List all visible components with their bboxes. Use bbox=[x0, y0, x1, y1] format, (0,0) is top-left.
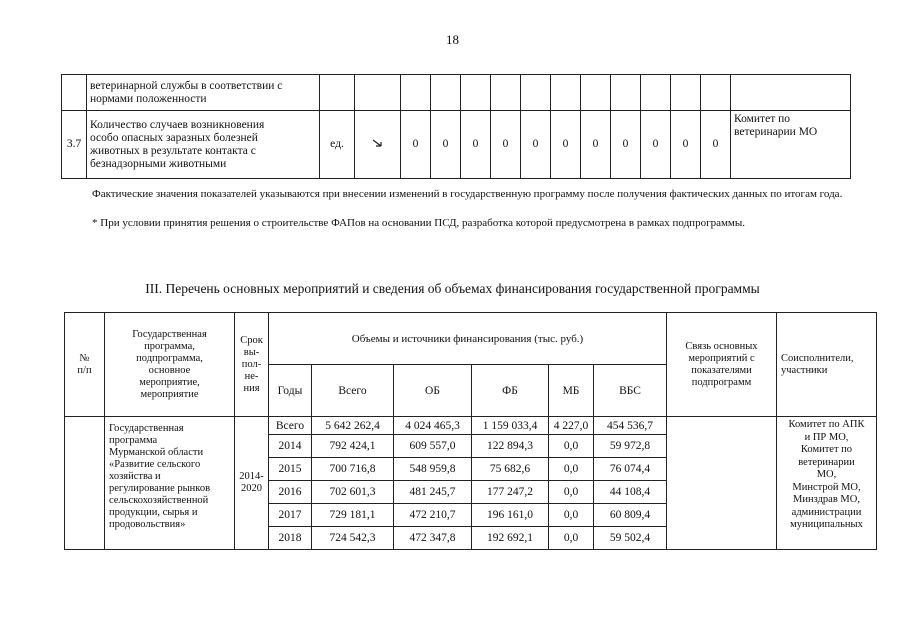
vbs-cell: 60 809,4 bbox=[594, 504, 667, 527]
value-cell: 0 bbox=[641, 111, 671, 179]
mb-cell: 0,0 bbox=[549, 527, 594, 550]
value-cell: 0 bbox=[401, 111, 431, 179]
col-header-ob: ОБ bbox=[394, 365, 472, 417]
col-header-executors: Соисполнители, участники bbox=[777, 313, 877, 417]
col-header-mb: МБ bbox=[549, 365, 594, 417]
fb-cell: 75 682,6 bbox=[472, 458, 549, 481]
value-cell: 0 bbox=[701, 111, 731, 179]
value-cell: 0 bbox=[611, 111, 641, 179]
header-row bbox=[65, 313, 877, 365]
ob-cell: 481 245,7 bbox=[394, 481, 472, 504]
indicator-name-cell: Количество случаев возникновения особо опасных заразных болезней животных в результате контакта с безнадзорными животными bbox=[87, 111, 320, 179]
mb-cell: 0,0 bbox=[549, 481, 594, 504]
value-cell: 0 bbox=[551, 111, 581, 179]
ob-cell: 548 959,8 bbox=[394, 458, 472, 481]
total-cell: 729 181,1 bbox=[312, 504, 394, 527]
value-cell: 0 bbox=[581, 111, 611, 179]
mb-cell: 0,0 bbox=[549, 458, 594, 481]
ob-cell: 472 210,7 bbox=[394, 504, 472, 527]
year-cell: 2014 bbox=[269, 435, 312, 458]
table-row bbox=[62, 75, 851, 111]
fb-cell: 1 159 033,4 bbox=[472, 417, 549, 435]
total-cell: 792 424,1 bbox=[312, 435, 394, 458]
year-cell: 2018 bbox=[269, 527, 312, 550]
indicator-name-cell: ветеринарной службы в соответствии с нормами положенности bbox=[87, 75, 320, 111]
vbs-cell: 44 108,4 bbox=[594, 481, 667, 504]
col-header-link: Связь основных мероприятий с показателями подпрограмм bbox=[667, 313, 777, 417]
vbs-cell: 454 536,7 bbox=[594, 417, 667, 435]
col-header-fb: ФБ bbox=[472, 365, 549, 417]
row-number: 3.7 bbox=[62, 111, 87, 179]
mb-cell: 0,0 bbox=[549, 435, 594, 458]
section-title: III. Перечень основных мероприятий и сведения об объемах финансирования государственной программы bbox=[145, 281, 760, 296]
diagonal-arrow-icon bbox=[372, 138, 384, 148]
col-header-num: № п/п bbox=[65, 313, 105, 417]
year-cell: 2016 bbox=[269, 481, 312, 504]
indicators-table bbox=[61, 74, 851, 179]
value-cell: 0 bbox=[431, 111, 461, 179]
vbs-cell: 59 972,8 bbox=[594, 435, 667, 458]
ob-cell: 609 557,0 bbox=[394, 435, 472, 458]
col-header-term: Срок вы- пол- не- ния bbox=[235, 313, 269, 417]
executors-cell: Комитет по АПК и ПР МО, Комитет по ветеринарии МО, Минстрой МО, Минздрав МО, администрации муниципальных bbox=[777, 417, 877, 550]
ob-cell: 472 347,8 bbox=[394, 527, 472, 550]
vbs-cell: 59 502,4 bbox=[594, 527, 667, 550]
col-header-vbs: ВБС bbox=[594, 365, 667, 417]
table-row bbox=[62, 111, 851, 179]
vbs-cell: 76 074,4 bbox=[594, 458, 667, 481]
total-cell: 5 642 262,4 bbox=[312, 417, 394, 435]
financing-table bbox=[64, 312, 877, 550]
fb-cell: 122 894,3 bbox=[472, 435, 549, 458]
col-header-years: Годы bbox=[269, 365, 312, 417]
value-cell: 0 bbox=[671, 111, 701, 179]
mb-cell: 0,0 bbox=[549, 504, 594, 527]
col-header-name: Государственная программа, подпрограмма, основное мероприятие, мероприятие bbox=[105, 313, 235, 417]
year-cell: 2015 bbox=[269, 458, 312, 481]
value-cell: 0 bbox=[491, 111, 521, 179]
col-header-funding: Объемы и источники финансирования (тыс. руб.) bbox=[269, 313, 667, 365]
total-cell: 724 542,3 bbox=[312, 527, 394, 550]
col-header-total: Всего bbox=[312, 365, 394, 417]
ob-cell: 4 024 465,3 bbox=[394, 417, 472, 435]
program-term-cell: 2014- 2020 bbox=[235, 417, 269, 550]
unit-cell: ед. bbox=[320, 111, 355, 179]
page-number: 18 bbox=[446, 32, 459, 47]
value-cell: 0 bbox=[521, 111, 551, 179]
year-cell: Всего bbox=[269, 417, 312, 435]
table-row bbox=[65, 417, 877, 435]
total-cell: 700 716,8 bbox=[312, 458, 394, 481]
year-cell: 2017 bbox=[269, 504, 312, 527]
mb-cell: 4 227,0 bbox=[549, 417, 594, 435]
footnote-fap: * При условии принятия решения о строительстве ФАПов на основании ПСД, разработка которой предусмотрена в рамках подпрограммы. bbox=[92, 217, 746, 229]
fb-cell: 196 161,0 bbox=[472, 504, 549, 527]
fb-cell: 192 692,1 bbox=[472, 527, 549, 550]
direction-cell bbox=[355, 111, 401, 179]
value-cell: 0 bbox=[461, 111, 491, 179]
footnote-actual-values: Фактические значения показателей указываются при внесении изменений в государственную программу после получения фактических данных по итогам года. bbox=[92, 188, 843, 200]
program-name-cell: Государственная программа Мурманской области «Развитие сельского хозяйства и регулирование рынков сельскохозяйственной продукции, сырья и продовольствия» bbox=[105, 417, 235, 550]
fb-cell: 177 247,2 bbox=[472, 481, 549, 504]
total-cell: 702 601,3 bbox=[312, 481, 394, 504]
responsible-cell: Комитет по ветеринарии МО bbox=[731, 111, 851, 179]
